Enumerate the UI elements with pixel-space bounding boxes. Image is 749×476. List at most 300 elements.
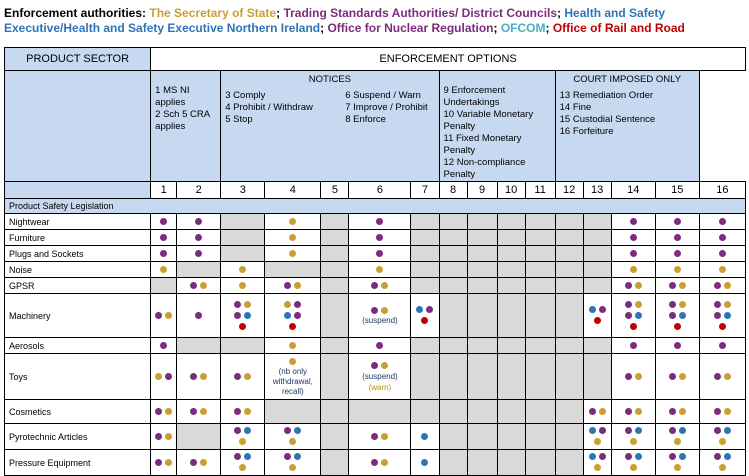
blue-authority-dot [244, 427, 251, 434]
cell-col-14 [611, 246, 655, 262]
cell-col-6 [349, 400, 411, 424]
red-authority-dot [594, 317, 601, 324]
purple-authority-dot [284, 453, 291, 460]
cell-col-8 [439, 230, 467, 246]
option-2: 2 Sch 5 CRA applies [155, 109, 210, 132]
cell-note-warn: (warn) [368, 382, 392, 392]
column-number-9: 9 [467, 182, 497, 199]
option-6: 6 Suspend / Warn [345, 90, 421, 101]
cell-col-5 [321, 294, 349, 338]
blue-authority-dot [589, 306, 596, 313]
cell-col-7 [411, 400, 439, 424]
yellow-authority-dot [244, 373, 251, 380]
cell-col-11 [525, 214, 555, 230]
cell-col-12 [555, 214, 583, 230]
cell-col-11 [525, 246, 555, 262]
yellow-authority-dot [679, 373, 686, 380]
yellow-authority-dot [165, 408, 172, 415]
row-label: Aerosols [5, 338, 151, 354]
cell-col-11 [525, 230, 555, 246]
cell-col-10 [497, 338, 525, 354]
yellow-authority-dot [239, 266, 246, 273]
legend-onr: Office for Nuclear Regulation [327, 21, 494, 35]
red-authority-dot [719, 323, 726, 330]
cell-col-15 [655, 354, 699, 400]
blue-authority-dot [416, 306, 423, 313]
blue-authority-dot [294, 453, 301, 460]
row-label: Noise [5, 262, 151, 278]
red-authority-dot [674, 323, 681, 330]
purple-authority-dot [190, 408, 197, 415]
blue-authority-dot [421, 459, 428, 466]
purple-authority-dot [669, 453, 676, 460]
cell-col-16 [699, 246, 745, 262]
notices-title: NOTICES [308, 74, 351, 85]
cell-col-8 [439, 338, 467, 354]
purple-authority-dot [234, 453, 241, 460]
legend-secretary-of-state: The Secretary of State [149, 6, 277, 20]
cell-col-13 [583, 246, 611, 262]
blue-authority-dot [724, 427, 731, 434]
yellow-authority-dot [674, 464, 681, 471]
blue-authority-dot [284, 312, 291, 319]
purple-authority-dot [719, 218, 726, 225]
cell-col-9 [467, 262, 497, 278]
yellow-authority-dot [679, 282, 686, 289]
cell-col-14 [611, 278, 655, 294]
legend-trading-standards: Trading Standards Authorities/ District Councils [283, 6, 558, 20]
cell-col-15 [655, 262, 699, 278]
cell-col-14 [611, 354, 655, 400]
cell-col-3 [221, 354, 265, 400]
cell-col-8 [439, 354, 467, 400]
purple-authority-dot [625, 373, 632, 380]
cell-col-1 [151, 450, 177, 476]
cell-col-14 [611, 424, 655, 450]
cell-col-15 [655, 246, 699, 262]
option-5: 5 Stop [225, 114, 253, 125]
cell-col-7 [411, 450, 439, 476]
purple-authority-dot [234, 373, 241, 380]
cell-col-15 [655, 338, 699, 354]
blue-authority-dot [679, 453, 686, 460]
blue-authority-dot [244, 453, 251, 460]
cell-col-1 [151, 246, 177, 262]
purple-authority-dot [625, 312, 632, 319]
yellow-authority-dot [289, 358, 296, 365]
purple-authority-dot [294, 312, 301, 319]
purple-authority-dot [160, 218, 167, 225]
cell-col-10 [497, 400, 525, 424]
cell-note: (suspend) [362, 371, 398, 381]
purple-authority-dot [625, 453, 632, 460]
cell-col-10 [497, 278, 525, 294]
blue-authority-dot [724, 453, 731, 460]
purple-authority-dot [630, 218, 637, 225]
yellow-authority-dot [724, 301, 731, 308]
option-13: 13 Remediation Order [559, 90, 654, 101]
cell-col-15 [655, 424, 699, 450]
cell-col-15 [655, 450, 699, 476]
yellow-authority-dot [160, 266, 167, 273]
blue-authority-dot [724, 312, 731, 319]
purple-authority-dot [376, 342, 383, 349]
cell-col-16 [699, 278, 745, 294]
options-group-undertakings [439, 71, 555, 182]
cell-col-7 [411, 278, 439, 294]
yellow-authority-dot [381, 433, 388, 440]
option-3: 3 Comply [225, 90, 266, 101]
option-14: 14 Fine [559, 102, 592, 113]
purple-authority-dot [719, 234, 726, 241]
cell-col-12 [555, 354, 583, 400]
red-authority-dot [421, 317, 428, 324]
purple-authority-dot [155, 433, 162, 440]
cell-col-5 [321, 354, 349, 400]
cell-col-2 [177, 230, 221, 246]
cell-col-9 [467, 230, 497, 246]
cell-col-15 [655, 230, 699, 246]
purple-authority-dot [625, 282, 632, 289]
yellow-authority-dot [200, 282, 207, 289]
column-number-2: 2 [177, 182, 221, 199]
yellow-authority-dot [635, 282, 642, 289]
cell-col-7 [411, 338, 439, 354]
cell-col-5 [321, 338, 349, 354]
section-product-safety-legislation: Product Safety Legislation [5, 199, 746, 214]
cell-col-4 [265, 450, 321, 476]
yellow-authority-dot [289, 464, 296, 471]
purple-authority-dot [714, 427, 721, 434]
cell-col-10 [497, 424, 525, 450]
cell-col-12 [555, 450, 583, 476]
red-authority-dot [239, 323, 246, 330]
purple-authority-dot [195, 218, 202, 225]
cell-col-5 [321, 246, 349, 262]
yellow-authority-dot [724, 408, 731, 415]
purple-authority-dot [190, 459, 197, 466]
cell-col-1 [151, 354, 177, 400]
cell-col-1 [151, 400, 177, 424]
column-number-13: 13 [583, 182, 611, 199]
row-label: Toys [5, 354, 151, 400]
cell-col-6 [349, 230, 411, 246]
cell-col-3 [221, 450, 265, 476]
purple-authority-dot [371, 362, 378, 369]
yellow-authority-dot [594, 464, 601, 471]
cell-col-5 [321, 278, 349, 294]
cell-col-5 [321, 214, 349, 230]
enforcement-options-table [4, 47, 746, 476]
yellow-authority-dot [630, 438, 637, 445]
purple-authority-dot [714, 282, 721, 289]
cell-col-12 [555, 230, 583, 246]
cell-col-3 [221, 294, 265, 338]
cell-col-1 [151, 214, 177, 230]
purple-authority-dot [625, 427, 632, 434]
yellow-authority-dot [719, 438, 726, 445]
cell-col-15 [655, 294, 699, 338]
cell-col-13 [583, 354, 611, 400]
cell-col-1 [151, 262, 177, 278]
yellow-authority-dot [289, 234, 296, 241]
yellow-authority-dot [679, 301, 686, 308]
purple-authority-dot [376, 250, 383, 257]
cell-col-3 [221, 338, 265, 354]
cell-col-16 [699, 354, 745, 400]
purple-authority-dot [165, 373, 172, 380]
yellow-authority-dot [284, 301, 291, 308]
cell-col-6 [349, 424, 411, 450]
cell-col-2 [177, 294, 221, 338]
table-row [5, 278, 746, 294]
table-row [5, 246, 746, 262]
option-11: 11 Fixed Monetary Penalty [443, 133, 522, 156]
yellow-authority-dot [674, 438, 681, 445]
purple-authority-dot [599, 306, 606, 313]
court-group [555, 71, 699, 182]
cell-col-4 [265, 424, 321, 450]
blue-authority-dot [421, 433, 428, 440]
option-15: 15 Custodial Sentence [559, 114, 656, 125]
column-number-1: 1 [151, 182, 177, 199]
row-label: GPSR [5, 278, 151, 294]
purple-authority-dot [714, 408, 721, 415]
row-label: Nightwear [5, 214, 151, 230]
column-number-blank [5, 182, 151, 199]
cell-col-12 [555, 246, 583, 262]
cell-col-5 [321, 424, 349, 450]
yellow-authority-dot [630, 464, 637, 471]
cell-col-14 [611, 214, 655, 230]
cell-col-9 [467, 214, 497, 230]
yellow-authority-dot [381, 282, 388, 289]
legend-prefix: Enforcement authorities: [4, 6, 147, 20]
purple-authority-dot [294, 301, 301, 308]
cell-col-10 [497, 450, 525, 476]
purple-authority-dot [674, 342, 681, 349]
cell-col-12 [555, 262, 583, 278]
yellow-authority-dot [289, 218, 296, 225]
yellow-authority-dot [594, 438, 601, 445]
cell-col-14 [611, 400, 655, 424]
blue-authority-dot [635, 312, 642, 319]
cell-col-4 [265, 246, 321, 262]
row-label: Pressure Equipment [5, 450, 151, 476]
legend-orr: Office of Rail and Road [552, 21, 685, 35]
blue-authority-dot [589, 453, 596, 460]
cell-col-10 [497, 246, 525, 262]
yellow-authority-dot [719, 464, 726, 471]
cell-col-12 [555, 294, 583, 338]
purple-authority-dot [719, 342, 726, 349]
purple-authority-dot [160, 250, 167, 257]
cell-note: (suspend) [362, 316, 398, 325]
cell-col-11 [525, 354, 555, 400]
red-authority-dot [630, 323, 637, 330]
blue-authority-dot [635, 427, 642, 434]
purple-authority-dot [669, 312, 676, 319]
column-number-14: 14 [611, 182, 655, 199]
yellow-authority-dot [630, 266, 637, 273]
cell-col-8 [439, 294, 467, 338]
yellow-authority-dot [289, 438, 296, 445]
cell-col-3 [221, 230, 265, 246]
yellow-authority-dot [289, 250, 296, 257]
yellow-authority-dot [599, 408, 606, 415]
column-number-4: 4 [265, 182, 321, 199]
cell-col-16 [699, 294, 745, 338]
purple-authority-dot [234, 312, 241, 319]
yellow-authority-dot [239, 464, 246, 471]
legend-hse: Health and Safety Executive/Health and Safety Executive Northern Ireland [4, 6, 666, 35]
cell-col-16 [699, 424, 745, 450]
yellow-authority-dot [635, 408, 642, 415]
cell-col-4 [265, 278, 321, 294]
purple-authority-dot [669, 282, 676, 289]
purple-authority-dot [234, 408, 241, 415]
cell-col-16 [699, 230, 745, 246]
cell-col-16 [699, 450, 745, 476]
cell-col-9 [467, 294, 497, 338]
cell-col-5 [321, 450, 349, 476]
cell-col-6 [349, 278, 411, 294]
purple-authority-dot [195, 312, 202, 319]
yellow-authority-dot [155, 373, 162, 380]
blue-authority-dot [589, 427, 596, 434]
option-8: 8 Enforce [345, 114, 386, 125]
cell-col-7 [411, 230, 439, 246]
options-group-1 [151, 71, 221, 182]
table-row [5, 354, 746, 400]
cell-col-9 [467, 278, 497, 294]
yellow-authority-dot [376, 266, 383, 273]
cell-col-14 [611, 262, 655, 278]
cell-col-16 [699, 400, 745, 424]
option-16: 16 Forfeiture [559, 126, 614, 137]
cell-col-4 [265, 262, 321, 278]
cell-col-8 [439, 214, 467, 230]
purple-authority-dot [599, 427, 606, 434]
yellow-authority-dot [239, 282, 246, 289]
cell-col-15 [655, 214, 699, 230]
column-number-12: 12 [555, 182, 583, 199]
enforcement-authorities-legend: Enforcement authorities: The Secretary of State; Trading Standards Authorities/ District Councils; Health and Safety Executive/Health and Safety Executive Northern Ireland; Office for Nuclear Regulation; OFCOM; Office of Rail and Road [4, 6, 685, 35]
cell-col-1 [151, 294, 177, 338]
row-label: Plugs and Sockets [5, 246, 151, 262]
purple-authority-dot [376, 218, 383, 225]
purple-authority-dot [714, 312, 721, 319]
cell-col-2 [177, 214, 221, 230]
cell-col-10 [497, 230, 525, 246]
cell-col-14 [611, 294, 655, 338]
cell-col-11 [525, 400, 555, 424]
purple-authority-dot [669, 373, 676, 380]
cell-col-8 [439, 400, 467, 424]
cell-col-10 [497, 354, 525, 400]
cell-col-2 [177, 424, 221, 450]
blue-authority-dot [294, 427, 301, 434]
purple-authority-dot [376, 234, 383, 241]
yellow-authority-dot [381, 459, 388, 466]
cell-col-9 [467, 400, 497, 424]
purple-authority-dot [371, 282, 378, 289]
cell-col-12 [555, 400, 583, 424]
table-row [5, 262, 746, 278]
cell-col-13 [583, 214, 611, 230]
cell-col-5 [321, 230, 349, 246]
cell-col-3 [221, 246, 265, 262]
cell-col-2 [177, 354, 221, 400]
cell-col-8 [439, 278, 467, 294]
notices-group [221, 71, 439, 182]
purple-authority-dot [426, 306, 433, 313]
purple-authority-dot [674, 250, 681, 257]
yellow-authority-dot [244, 301, 251, 308]
cell-col-11 [525, 450, 555, 476]
purple-authority-dot [155, 459, 162, 466]
yellow-authority-dot [289, 342, 296, 349]
option-12: 12 Non-compliance Penalty [443, 157, 526, 180]
cell-col-6 [349, 214, 411, 230]
cell-col-2 [177, 262, 221, 278]
yellow-authority-dot [200, 373, 207, 380]
cell-col-4 [265, 230, 321, 246]
yellow-authority-dot [724, 282, 731, 289]
cell-col-11 [525, 278, 555, 294]
cell-col-10 [497, 214, 525, 230]
cell-col-11 [525, 262, 555, 278]
cell-col-1 [151, 338, 177, 354]
cell-col-1 [151, 424, 177, 450]
purple-authority-dot [674, 218, 681, 225]
cell-col-9 [467, 354, 497, 400]
purple-authority-dot [234, 427, 241, 434]
cell-col-9 [467, 246, 497, 262]
purple-authority-dot [714, 373, 721, 380]
column-number-15: 15 [655, 182, 699, 199]
cell-col-6 [349, 338, 411, 354]
column-number-10: 10 [497, 182, 525, 199]
blue-authority-dot [244, 312, 251, 319]
option-7: 7 Improve / Prohibit [345, 102, 428, 113]
cell-col-2 [177, 338, 221, 354]
purple-authority-dot [190, 282, 197, 289]
row-label: Furniture [5, 230, 151, 246]
cell-col-7 [411, 294, 439, 338]
legend-ofcom: OFCOM [500, 21, 546, 35]
purple-authority-dot [155, 312, 162, 319]
column-number-6: 6 [349, 182, 411, 199]
cell-col-12 [555, 424, 583, 450]
cell-col-5 [321, 262, 349, 278]
cell-col-8 [439, 424, 467, 450]
purple-authority-dot [160, 342, 167, 349]
cell-col-7 [411, 262, 439, 278]
cell-col-11 [525, 338, 555, 354]
cell-col-3 [221, 424, 265, 450]
yellow-authority-dot [244, 408, 251, 415]
cell-col-13 [583, 294, 611, 338]
cell-col-1 [151, 278, 177, 294]
cell-col-6 [349, 262, 411, 278]
purple-authority-dot [719, 250, 726, 257]
purple-authority-dot [371, 433, 378, 440]
cell-col-9 [467, 338, 497, 354]
row-label: Pyrotechnic Articles [5, 424, 151, 450]
cell-col-2 [177, 400, 221, 424]
cell-col-10 [497, 262, 525, 278]
